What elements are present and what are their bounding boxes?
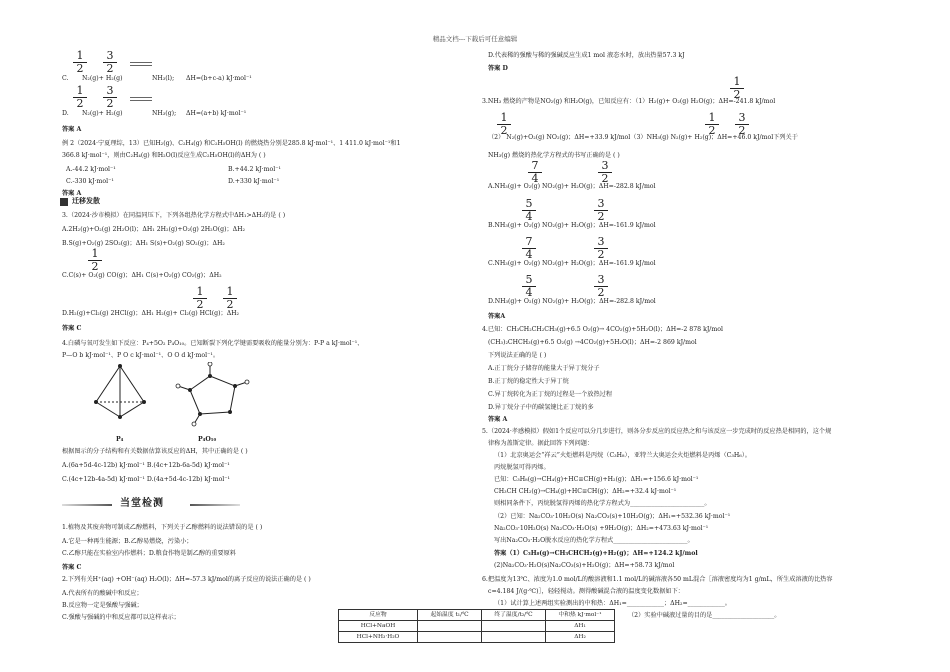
question-3-line2: （2） N₂(g)+O₂(g) NO₂(g)；ΔH=+33.9 kJ/mol（3）NH₃(g) N₂(g)+ H₂(g)；ΔH=+46.0 kJ/mol下列关于 [488,134,798,141]
question-4-option-d: D.异丁烷分子中的碳氢键比正丁烷的多 [488,404,594,411]
class-test-title: 当堂检测 [120,498,164,509]
question-4-line2: P—O b kJ·mol⁻¹、P O c kJ·mol⁻¹、O O d kJ·mol⁻¹。 [62,352,220,359]
question-4-option-a: A.正丁烷分子储存的能量大于异丁烷分子 [488,365,600,372]
fraction: $\frac{1}{2}$ [223,286,237,311]
question-3-line3: NH₃(g) 燃烧的热化学方程式的书写正确的是 ( ) [488,152,620,159]
option-d-label: D. [62,110,69,117]
question-5-given2: CH₃CH CH₂(g)→CH₄(g)+HC≡CH(g)；ΔH₂=+32.4 kJ·mol⁻¹ [494,488,677,495]
fraction: $\frac{3}{2}$ [103,50,117,75]
example-2-line2: 366.8 kJ·mol⁻¹，则由C₂H₄(g) 和H₂O(l)反应生成C₂H₅OH(l)的ΔH为 ( ) [62,152,266,159]
question-5-part1b: 丙烷脱氢可得丙烯。 [494,464,550,471]
table-header-cell: 中和热 kJ·mol⁻¹ [546,610,615,621]
test-2-option-a: A.代表所有的酸碱中和反应； [62,590,143,597]
p4o10-label: P₄O₁₀ [198,436,217,443]
table-row [339,632,615,643]
section-title: 迁移发散 [72,196,100,205]
fraction: $\frac{3}{2}$ [594,274,608,299]
table-row [339,621,615,632]
question-3-option-a: A.NH₃(g)+ O₂(g) NO₂(g)+ H₂O(g)；ΔH=-282.8 kJ/mol [488,183,656,190]
question-3-option-b: B.S(g)+O₂(g) 2SO₂(g)；ΔH₁ S(s)+O₂(g) SO₂(g)；ΔH₂ [62,240,225,247]
table-cell [418,621,482,632]
fraction: $\frac{5}{4}$ [522,198,536,223]
question-4-line1: 4.已知：CH₃CH₂CH₂CH₃(g)+6.5 O₂(g)→ 4CO₂(g)+5H₂O(l)；ΔH=-2 878 kJ/mol [482,326,723,333]
question-5-blank1: 则相同条件下，丙烷脱氢得丙烯的热化学方程式为________________________。 [494,500,711,507]
question-5-part1: （1）北京奥运会“祥云”火炬燃料是丙烷（C₃H₈），亚特兰大奥运会火炬燃料是丙烯（C₃H₆）。 [494,452,751,459]
test-1-options-cd: C.乙醇只能在实验室内作燃料；D.粮食作物是制乙醇的重要原料 [62,550,237,557]
question-4-option-c: C.异丁烷转化为正丁烷的过程是一个放热过程 [488,391,613,398]
question-5-part2: （2）已知：Na₂CO₃·10H₂O(s) Na₂CO₃(s)+10H₂O(g)；ΔH₁=+532.36 kJ·mol⁻¹ [494,513,731,520]
fraction: $\frac{7}{4}$ [528,160,542,185]
fraction: $\frac{3}{2}$ [594,236,608,261]
question-3-option-a: A.2H₂(g)+O₂(g) 2H₂O(l)；ΔH₁ 2H₂(g)+O₂(g) 2H₂O(g)；ΔH₂ [62,226,246,233]
question-5-given1: 已知：C₃H₈(g)→CH₄(g)+HC≡CH(g)+H₂(g)；ΔH₁=+156.6 kJ·mol⁻¹ [494,476,699,483]
question-3: 3.（2024·沙市模拟）在同温同压下，下列各组热化学方程式中ΔH₁>ΔH₂的是 ( ) [62,212,286,219]
table-cell: ΔH₁ [546,621,615,632]
option-c-dh: ΔH=(b+c-a) kJ·mol⁻¹ [186,75,252,82]
question-4-line2: (CH₃)₂CHCH₃(g)+6.5 O₂(g) →4CO₂(g)+5H₂O(l)；ΔH=-2 869 kJ/mol [488,339,697,346]
fraction: $\frac{1}{2}$ [497,112,511,137]
fraction: $\frac{1}{2}$ [88,248,102,273]
fraction: $\frac{3}{2}$ [103,85,117,110]
question-4-option-b: B.正丁烷的稳定性大于异丁烷 [488,378,569,385]
page-header: 精品文档---下载后可任意编辑 [432,35,518,43]
question-6-line1: 6.把温度为13℃、浓度为1.0 mol/L的酸溶液和1.1 mol/L的碱溶液各50 mL混合［溶液密度均为1 g/mL，所生成溶液的比热容 [482,576,833,583]
molecule-structure-diagram [90,362,260,432]
fraction: $\frac{3}{2}$ [735,112,749,137]
answer: 答案 C [62,564,82,571]
example-2-option-b: B.+44.2 kJ·mol⁻¹ [228,166,281,173]
question-4-line3: 根据图示的分子结构和有关数据估算该反应的ΔH，其中正确的是 ( ) [62,448,248,455]
question-3-line1: 3.NH₃ 燃烧的产物是NO₂(g) 和H₂O(g)，已知反应有：（1）H₂(g)+ O₂(g) H₂O(g)；ΔH=-241.8 kJ/mol [482,98,776,105]
question-6-part2: （2）实验中碱液过量的目的是____________________。 [628,612,781,619]
question-3-option-c: C.C(s)+ O₂(g) CO(g)；ΔH₁ C(s)+O₂(g) CO₂(g)；ΔH₂ [62,272,222,279]
question-3-option-d: D.H₂(g)+Cl₂(g) 2HCl(g)；ΔH₁ H₂(g)+ Cl₂(g) HCl(g)；ΔH₂ [62,310,240,317]
table-cell: HCl+NaOH [339,621,418,632]
question-5-blank2: 写出Na₂CO₃·H₂O脱水反应的热化学方程式________________________。 [494,537,694,544]
example-2-option-a: A.-44.2 kJ·mol⁻¹ [66,166,116,173]
answer: 答案（1）C₃H₈(g)→CH₃CHCH₂(g)+H₂(g)；ΔH=+124.2 kJ/mol [494,550,698,557]
example-2-option-c: C.-330 kJ·mol⁻¹ [66,178,114,185]
title-divider-left [62,504,112,506]
answer: 答案A [488,313,506,320]
data-table [338,609,615,643]
table-header-row [339,610,615,621]
fraction: $\frac{3}{2}$ [594,198,608,223]
question-4-options-ab: A.(6a+5d-4c-12b) kJ·mol⁻¹ B.(4c+12b-6a-5d) kJ·mol⁻¹ [62,462,230,469]
fraction: $\frac{7}{4}$ [522,236,536,261]
test-1: 1.植物及其废弃物可制成乙醇燃料，下列关于乙醇燃料的说法错误的是 ( ) [62,524,263,531]
table-cell [418,632,482,643]
prev-option-d: D.代表稀的强酸与稀的强碱反应生成1 mol 液态水时，放出热量57.3 kJ [488,52,685,59]
option-c-label: C. [62,75,69,82]
answer: 答案 A [62,190,82,197]
fraction: $\frac{1}{2}$ [73,85,87,110]
table-header-cell: 终了温度/t₂/℃ [482,610,546,621]
equilibrium-arrow-icon [130,61,152,67]
question-5-line2: 律称为盖斯定律。据此回答下列问题： [488,440,594,447]
table-cell [482,621,546,632]
example-2-line1: 例 2（2024·宁夏理综，13）已知H₂(g)、C₂H₄(g) 和C₂H₅OH(l) 的燃烧热分别是285.8 kJ·mol⁻¹、1 411.0 kJ·mol⁻¹和1 [62,140,401,147]
fraction: $\frac{1}{2}$ [193,286,207,311]
table-cell: ΔH₂ [546,632,615,643]
test-1-options-ab: A.它是一种再生能源；B.乙醇易燃烧，污染小； [62,538,193,545]
section-marker-icon [60,198,68,206]
answer: 答案 A [62,126,82,133]
fraction: $\frac{1}{2}$ [73,50,87,75]
option-d-dh: ΔH=(a+b) kJ·mol⁻¹ [186,110,247,117]
table-cell: HCl+NH₃·H₂O [339,632,418,643]
option-c-product: NH₃(l); [152,75,175,82]
fraction: $\frac{5}{4}$ [522,274,536,299]
fraction: $\frac{3}{2}$ [598,160,612,185]
p4-label: P₄ [116,436,124,443]
option-d-product: NH₃(g); [152,110,177,117]
answer: 答案 C [62,325,82,332]
answer: 答案 D [488,65,508,72]
table-header-cell: 反应物 [339,610,418,621]
fraction: $\frac{1}{2}$ [730,76,744,101]
example-2-option-d: D.+330 kJ·mol⁻¹ [228,178,280,185]
question-5-line1: 5.（2024·孝感模拟）假如1个反应可以分几步进行，则各分步反应的反应热之和与该反应一步完成时的反应热是相同的，这个规 [482,428,832,435]
table-cell [482,632,546,643]
question-3-option-c: C.NH₃(g)+ O₂(g) NO₂(g)+ H₂O(g)；ΔH=-161.9 kJ/mol [488,260,656,267]
question-6-part1: （1）试计算上述两组实验测出的中和热：ΔH₁=____________；ΔH₂=____________。 [494,600,731,607]
question-4-options-cd: C.(4c+12b-4a-5d) kJ·mol⁻¹ D.(4a+5d-4c-12b) kJ·mol⁻¹ [62,476,231,483]
question-3-option-d: D.NH₃(g)+ O₂(g) NO₂(g)+ H₂O(g)；ΔH=-282.8 kJ/mol [488,298,656,305]
option-c-reactants: N₂(g)+ H₂(g) [82,75,123,82]
question-3-option-b: B.NH₃(g)+ O₂(g) NO₂(g)+ H₂O(g)；ΔH=-161.9 kJ/mol [488,222,656,229]
fraction: $\frac{1}{2}$ [705,112,719,137]
question-4-line1: 4.白磷与氧可发生如下反应：P₄+5O₂ P₄O₁₀。已知断裂下列化学键需要吸收的能量分别为：P-P a kJ·mol⁻¹、 [62,340,364,347]
title-divider-right [190,504,240,506]
answer: 答案 A [488,416,508,423]
test-2-option-c: C.强酸与强碱的中和反应都可以这样表示； [62,614,180,621]
question-4-line3: 下列说法正确的是 ( ) [488,352,547,359]
table-header-cell: 起始温度 t₁/℃ [418,610,482,621]
question-6-line2: c=4.184 J/(g·℃)］，轻轻搅动。测得酸碱混合液的温度变化数据如下： [488,588,684,595]
question-5-part2b: Na₂CO₃·10H₂O(s) Na₂CO₃·H₂O(s) +9H₂O(g)；ΔH₂=+473.63 kJ·mol⁻¹ [494,525,709,532]
equilibrium-arrow-icon [130,96,152,102]
test-2-option-b: B.反应物一定是强酸与强碱； [62,602,143,609]
test-2: 2.下列有关H⁺(aq) +OH⁻(aq) H₂O(l)；ΔH=-57.3 kJ/mol的离子反应的说法正确的是 ( ) [62,576,311,583]
option-d-reactants: N₂(g)+ H₂(g) [82,110,123,117]
answer-line2: (2)Na₂CO₃·H₂O(s)Na₂CO₃(s)+H₂O(g)；ΔH=+58.73 kJ/mol [494,562,675,569]
